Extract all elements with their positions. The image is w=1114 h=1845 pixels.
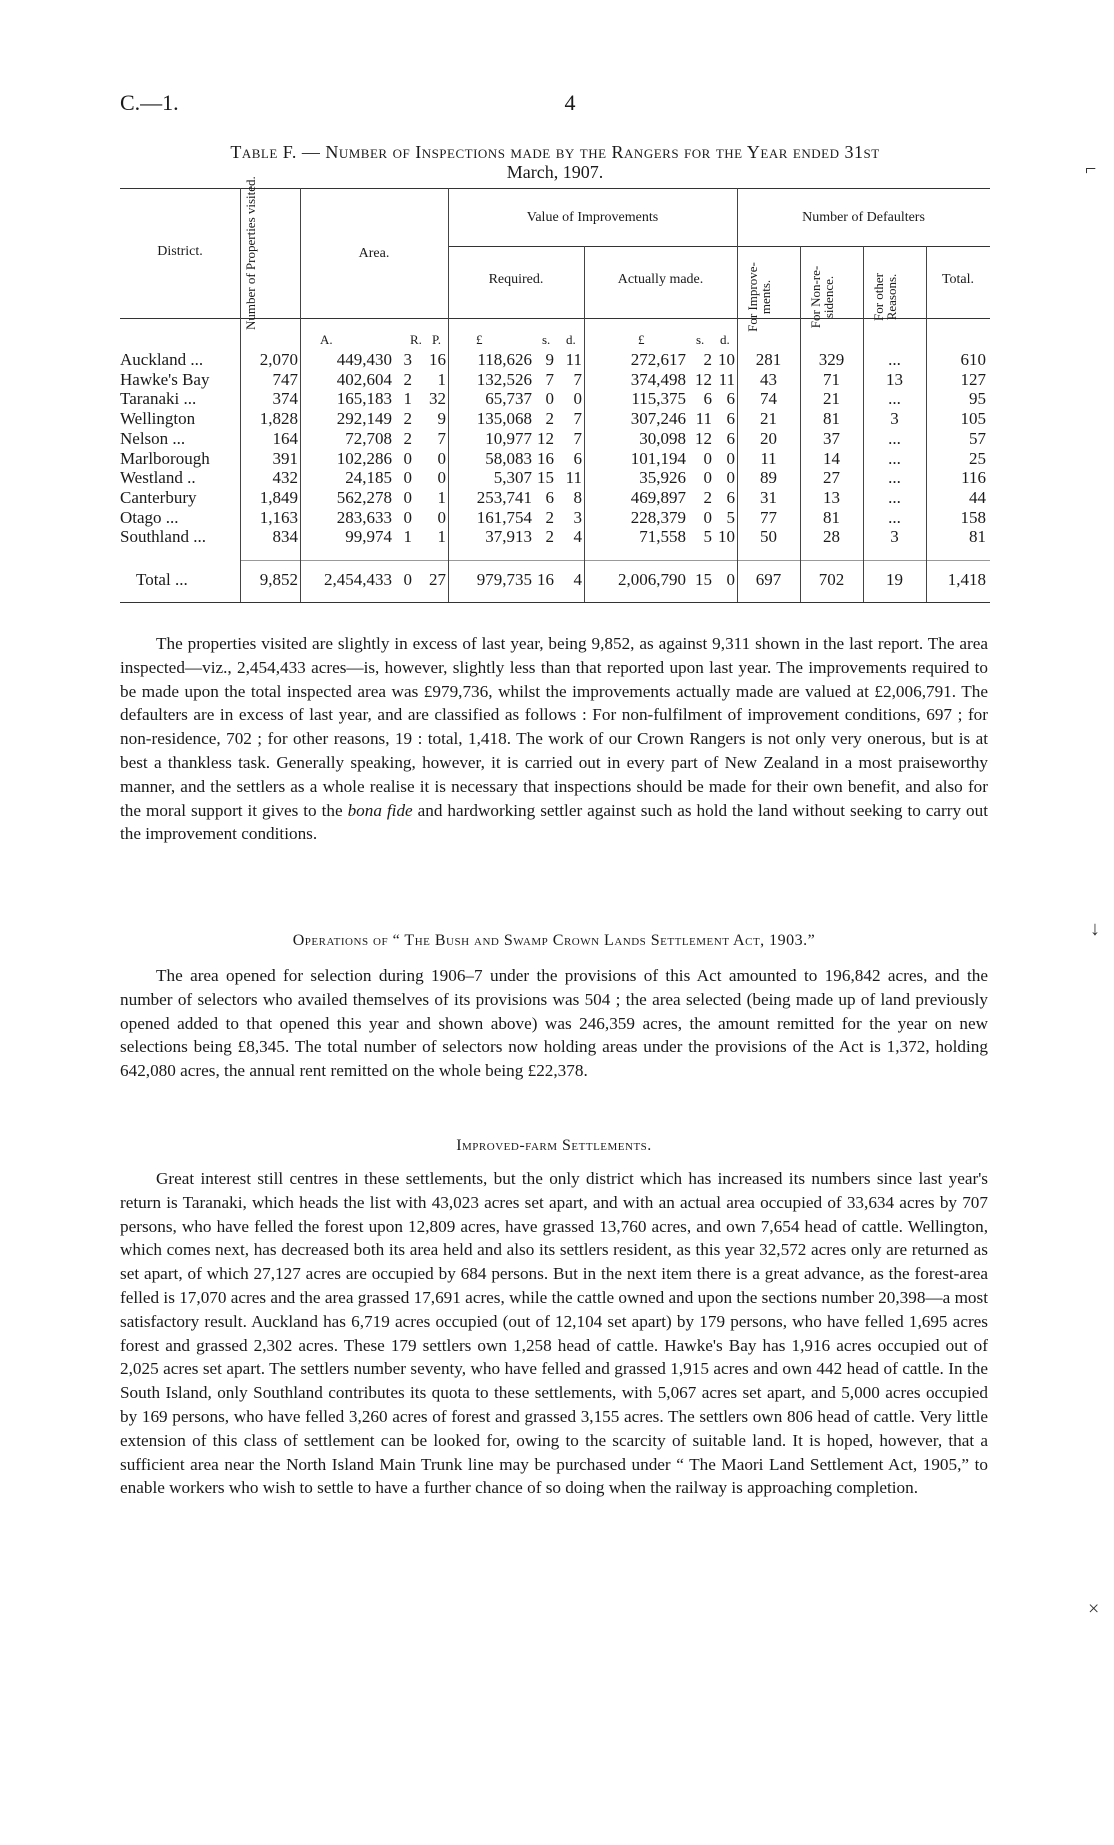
cell-ad: 0: [726, 448, 735, 468]
table-title-line1: Table F. — Number of Inspections made by the Rangers for the Year ended 31st: [230, 142, 880, 162]
cell-props: 9,852: [259, 570, 298, 589]
cell-fi: 281: [755, 350, 782, 369]
cell-fi: 697: [755, 570, 782, 589]
cell-t: 25: [969, 448, 986, 468]
cell-rs: 9: [545, 350, 554, 369]
cell-a: 292,149: [336, 409, 392, 429]
cell-ad: 11: [718, 369, 735, 389]
table-row: [120, 488, 990, 508]
table-row: [120, 468, 990, 488]
header-value-group: Value of Improvements: [526, 210, 659, 225]
cell-fo: ...: [888, 350, 901, 369]
cell-al: 228,379: [630, 507, 686, 527]
total-rule: [240, 560, 990, 561]
cell-as: 12: [695, 428, 712, 448]
cell-p: 1: [437, 369, 446, 389]
header-total: Total.: [941, 272, 975, 287]
cell-r: 1: [403, 389, 412, 409]
table-row: [120, 409, 990, 429]
cell-ad: 6: [726, 487, 735, 507]
cell-props: 1,828: [259, 409, 298, 429]
table-row: [120, 508, 990, 528]
cell-district: Hawke's Bay: [120, 369, 210, 389]
cell-al: 307,246: [630, 409, 686, 429]
cell-district: Southland ...: [120, 527, 206, 547]
cell-t: 127: [960, 369, 986, 389]
cell-t: 610: [960, 350, 986, 369]
cell-rl: 10,977: [485, 428, 532, 448]
cell-props: 747: [272, 369, 298, 389]
header-area: Area.: [358, 246, 390, 261]
cell-as: 0: [703, 507, 712, 527]
unit-req-pounds: £: [476, 332, 483, 347]
table-row: [120, 527, 990, 547]
cell-a: 99,974: [345, 527, 392, 547]
cell-t: 116: [961, 468, 986, 488]
cell-as: 2: [703, 487, 712, 507]
cell-p: 32: [429, 389, 446, 409]
cell-as: 11: [695, 409, 712, 429]
cell-as: 12: [695, 369, 712, 389]
cell-fi: 31: [760, 487, 777, 507]
cell-fi: 11: [760, 448, 777, 468]
cell-rs: 16: [537, 570, 554, 589]
cell-props: 834: [272, 527, 298, 547]
cell-ad: 6: [726, 428, 735, 448]
cell-ad: 5: [726, 507, 735, 527]
cell-a: 2,454,433: [324, 570, 392, 589]
cell-props: 2,070: [259, 350, 298, 369]
cell-rs: 12: [537, 428, 554, 448]
cell-fn: 28: [823, 527, 840, 547]
cell-rl: 135,068: [476, 409, 532, 429]
cell-as: 2: [703, 350, 712, 369]
cell-props: 432: [272, 468, 298, 488]
cell-rd: 7: [573, 409, 582, 429]
cell-a: 102,286: [336, 448, 392, 468]
cell-as: 6: [703, 389, 712, 409]
cell-rs: 2: [545, 409, 554, 429]
cell-p: 1: [437, 487, 446, 507]
cell-a: 402,604: [336, 369, 392, 389]
cell-props: 164: [272, 428, 298, 448]
cell-al: 101,194: [630, 448, 686, 468]
cell-a: 449,430: [336, 350, 392, 369]
unit-req-shillings: s.: [542, 332, 551, 347]
cell-al: 35,926: [639, 468, 686, 488]
cell-al: 272,617: [630, 350, 686, 369]
cell-r: 2: [403, 369, 412, 389]
cell-district: Total ...: [136, 570, 188, 589]
cell-as: 0: [703, 468, 712, 488]
cell-t: 1,418: [947, 570, 986, 589]
cell-rd: 3: [573, 507, 582, 527]
unit-req-pence: d.: [566, 332, 576, 347]
cell-fo: 3: [890, 409, 899, 429]
cell-fo: 13: [886, 369, 903, 389]
cell-rd: 7: [573, 428, 582, 448]
header-for-nonresidence: For Non-re- sidence.: [808, 265, 836, 329]
paragraph-inspections: The properties visited are slightly in excess of last year, being 9,852, as against 9,311 shown in the last report. The area inspected—viz., 2,454,433 acres—is, however, slightly less than that reported upon last year. The improvements required to be made upon the total inspected area was £979,736, whilst the improvements actually made are valued at £2,006,791. The defaulters are in excess of last year, and are classified as follows : For non-fulfilment of improvement conditions, 697 ; for non-residence, 702 ; for other reasons, 19 : total, 1,418. The work of our Crown Rangers is not only very onerous, but is at best a thankless task. Generally speaking, however, it is carried out in every part of New Zealand in a most praiseworthy manner, and the settlers as a whole realise it is necessary that inspections should be made for their own benefit, and also for the moral support it gives to the bona fide and hardworking settler against such as hold the land without seeking to carry out the improvement conditions.: [120, 634, 989, 844]
header-for-other: For other Reasons.: [871, 272, 899, 322]
table-row: [120, 449, 990, 469]
paragraph-improved-farm: Great interest still centres in these settlements, but the only district which has increased its numbers since last year's return is Taranaki, which heads the list with 43,023 acres set apart, and with an actual area occupied of 33,634 acres by 707 persons, who have felled the forest upon 12,809 acres, have grassed 13,760 acres, and own 7,654 head of cattle. Wellington, which comes next, has decreased both its area held and also its settlers resident, as this year 32,572 acres only are returned as set apart, of which 27,127 acres are occupied by 684 persons. But in the next item there is a great advance, as the forest-area felled is 17,070 acres and the area grassed 17,691 acres, while the cattle owned and upon the sections number 20,398—a most satisfactory result. Auckland has 6,719 acres occupied (out of 12,104 set apart) by 179 persons, who have felled 1,695 acres forest and grassed 2,302 acres. These 179 settlers own 1,258 head of cattle. Hawke's Bay has 1,916 acres occupied out of 2,025 acres set apart. The settlers number seventy, who have felled and grassed 1,915 acres and own 442 head of cattle. In the South Island, only Southland contributes its quota to these settlements, with 5,067 acres set apart, and 5,000 acres occupied by 169 persons, who have felled 3,260 acres of forest and grassed 3,155 acres. The settlers own 806 head of cattle. Very little extension of this class of settlement can be looked for, owing to the scarcity of suitable land. It is hoped, however, that a sufficient area near the North Island Main Trunk line may be purchased under “ The Maori Land Settlement Act, 1905,” to enable workers who wish to settle to have a further chance of so doing when the railway is approaching completion.: [120, 1169, 988, 1498]
cell-fn: 27: [823, 468, 840, 488]
cell-rs: 15: [537, 468, 554, 488]
cell-rs: 0: [545, 389, 554, 409]
cell-r: 0: [403, 468, 412, 488]
cell-r: 2: [403, 428, 412, 448]
cell-as: 15: [695, 570, 712, 589]
cell-fi: 77: [760, 507, 777, 527]
cell-props: 1,163: [259, 507, 298, 527]
table-row: [120, 350, 990, 370]
cell-fi: 50: [760, 527, 777, 547]
header-group-rule: [448, 246, 990, 247]
cell-a: 562,278: [336, 487, 392, 507]
cell-t: 95: [969, 389, 986, 409]
cell-t: 105: [960, 409, 986, 429]
cell-al: 374,498: [630, 369, 686, 389]
cell-p: 1: [437, 527, 446, 547]
table-row: [120, 389, 990, 409]
cell-a: 165,183: [336, 389, 392, 409]
cell-fn: 13: [823, 487, 840, 507]
paragraph-bush-swamp: The area opened for selection during 1906–7 under the provisions of this Act amounted to 196,842 acres, and the number of selectors who availed themselves of its provisions was 504 ; the area selected (being made up of land previously opened added to that opened this year and shown above) was 246,359 acres, the amount remitted for the year on new selections being £8,345. The total number of selectors now holding areas under the provisions of the Act is 1,372, holding 642,080 acres, the annual rent remitted on the whole being £22,378.: [120, 966, 988, 1081]
cell-fi: 74: [760, 389, 777, 409]
cell-district: Nelson ...: [120, 428, 186, 448]
cell-rd: 11: [565, 468, 582, 488]
cell-props: 374: [272, 389, 298, 409]
cell-r: 0: [403, 570, 412, 589]
cell-al: 469,897: [630, 487, 686, 507]
cell-rd: 11: [565, 350, 582, 369]
cell-al: 115,375: [631, 389, 686, 409]
cell-ad: 0: [726, 570, 735, 589]
cell-fn: 37: [823, 428, 840, 448]
cell-r: 0: [403, 448, 412, 468]
table-row: [120, 370, 990, 390]
cell-r: 0: [403, 487, 412, 507]
cell-rl: 979,735: [476, 570, 532, 589]
cell-r: 3: [403, 350, 412, 369]
cell-r: 0: [403, 507, 412, 527]
cell-fn: 702: [818, 570, 845, 589]
margin-mark-arrow: ↓: [1090, 918, 1100, 940]
cell-district: Wellington: [120, 409, 196, 429]
unit-acres: A.: [320, 332, 333, 347]
header-district: District.: [157, 244, 203, 259]
section-title-bush-swamp: Operations of “ The Bush and Swamp Crown Lands Settlement Act, 1903.”: [292, 932, 816, 949]
header-defaulters-group: Number of Defaulters: [802, 210, 925, 225]
page-number: 4: [564, 90, 576, 115]
cell-fo: ...: [888, 448, 901, 468]
cell-t: 44: [969, 487, 986, 507]
cell-p: 9: [437, 409, 446, 429]
cell-al: 2,006,790: [618, 570, 686, 589]
table-total-row: [120, 570, 990, 590]
unit-roods: R.: [410, 332, 422, 347]
cell-t: 81: [969, 527, 986, 547]
cell-as: 5: [703, 527, 712, 547]
cell-fo: 3: [890, 527, 899, 547]
table-bottom-rule: [120, 602, 990, 603]
cell-fn: 14: [823, 448, 840, 468]
cell-rs: 2: [545, 527, 554, 547]
cell-p: 27: [429, 570, 446, 589]
section-title-improved-farm: Improved-farm Settlements.: [456, 1137, 652, 1154]
cell-rd: 8: [573, 487, 582, 507]
cell-fi: 20: [760, 428, 777, 448]
cell-rs: 2: [545, 507, 554, 527]
cell-rd: 7: [573, 369, 582, 389]
cell-rd: 0: [573, 389, 582, 409]
cell-fn: 81: [823, 409, 840, 429]
cell-ad: 0: [726, 468, 735, 488]
cell-rd: 4: [573, 527, 582, 547]
cell-p: 0: [437, 448, 446, 468]
cell-fn: 71: [823, 369, 840, 389]
cell-district: Marlborough: [120, 448, 210, 468]
cell-fn: 21: [823, 389, 840, 409]
cell-district: Westland ..: [120, 468, 196, 488]
unit-act-pounds: £: [638, 332, 645, 347]
cell-al: 71,558: [639, 527, 686, 547]
cell-t: 158: [960, 507, 986, 527]
cell-district: Auckland ...: [120, 350, 204, 369]
header-actual: Actually made.: [617, 272, 704, 287]
cell-rl: 118,626: [477, 350, 532, 369]
cell-district: Taranaki ...: [120, 389, 197, 409]
cell-p: 0: [437, 507, 446, 527]
unit-act-pence: d.: [720, 332, 730, 347]
cell-a: 24,185: [345, 468, 392, 488]
cell-fi: 89: [760, 468, 777, 488]
unit-perches: P.: [432, 332, 442, 347]
cell-p: 7: [437, 428, 446, 448]
cell-rd: 6: [573, 448, 582, 468]
cell-rl: 5,307: [493, 468, 532, 488]
cell-fo: ...: [888, 389, 901, 409]
cell-rl: 58,083: [485, 448, 532, 468]
cell-rl: 132,526: [476, 369, 532, 389]
cell-props: 391: [272, 448, 298, 468]
cell-props: 1,849: [259, 487, 298, 507]
cell-ad: 6: [726, 409, 735, 429]
cell-p: 16: [429, 350, 446, 369]
cell-ad: 10: [718, 527, 735, 547]
cell-district: Otago ...: [120, 507, 179, 527]
cell-rs: 6: [545, 487, 554, 507]
cell-rl: 253,741: [476, 487, 532, 507]
cell-fi: 21: [760, 409, 777, 429]
table-title-line2: March, 1907.: [506, 162, 604, 182]
cell-rl: 65,737: [485, 389, 532, 409]
inspections-table: [120, 176, 990, 618]
cell-ad: 10: [718, 350, 735, 369]
cell-a: 283,633: [336, 507, 392, 527]
cell-fo: ...: [888, 428, 901, 448]
cell-rl: 161,754: [476, 507, 532, 527]
cell-rs: 16: [537, 448, 554, 468]
margin-mark-cross: ×: [1088, 1598, 1100, 1620]
cell-al: 30,098: [639, 428, 686, 448]
table-row: [120, 429, 990, 449]
cell-fi: 43: [760, 369, 777, 389]
cell-fo: 19: [886, 570, 903, 589]
cell-r: 2: [403, 409, 412, 429]
cell-fo: ...: [888, 468, 901, 488]
unit-act-shillings: s.: [696, 332, 705, 347]
cell-fo: ...: [888, 507, 901, 527]
cell-district: Canterbury: [120, 487, 197, 507]
cell-as: 0: [703, 448, 712, 468]
cell-t: 57: [969, 428, 986, 448]
cell-p: 0: [437, 468, 446, 488]
cell-rs: 7: [545, 369, 554, 389]
italic-bona-fide: bona fide: [347, 800, 413, 820]
cell-rd: 4: [573, 570, 582, 589]
cell-r: 1: [403, 527, 412, 547]
cell-fn: 329: [818, 350, 845, 369]
cell-fn: 81: [823, 507, 840, 527]
header-properties: Number of Properties visited.: [243, 176, 258, 330]
header-required: Required.: [488, 272, 544, 287]
cell-a: 72,708: [345, 428, 392, 448]
cell-fo: ...: [888, 487, 901, 507]
report-reference: C.—1.: [120, 90, 179, 115]
margin-mark-tick: ⌐: [1085, 158, 1097, 180]
cell-ad: 6: [726, 389, 735, 409]
header-for-improvements: For Improve- ments.: [745, 262, 773, 332]
cell-rl: 37,913: [485, 527, 532, 547]
